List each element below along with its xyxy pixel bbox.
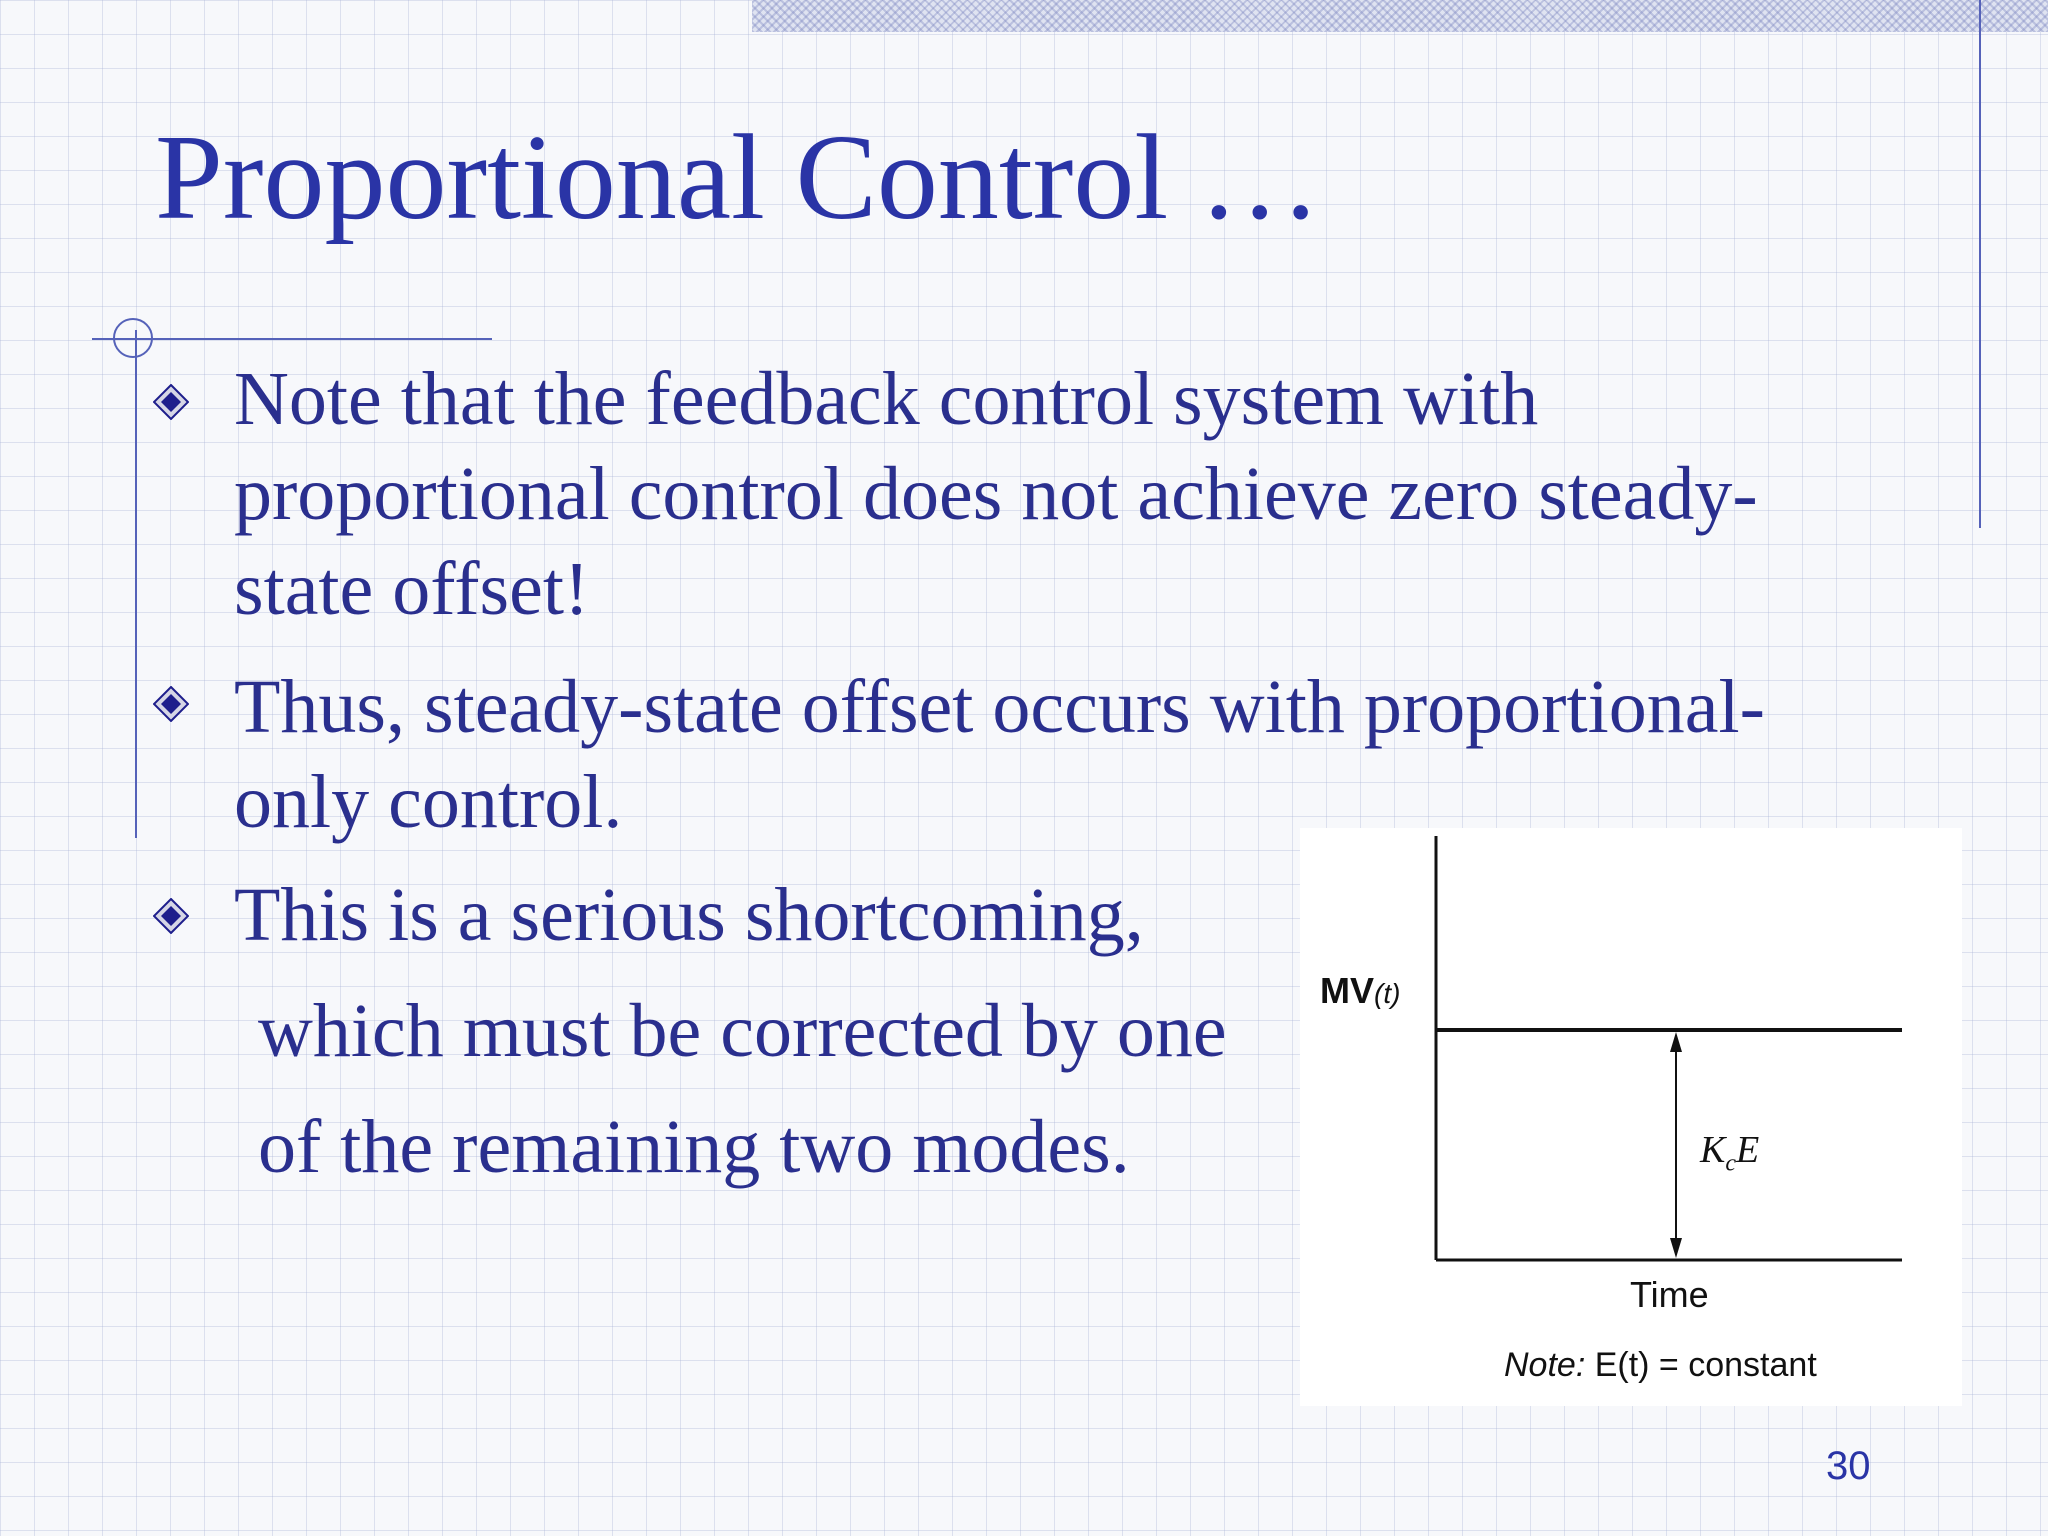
bullet-2-line-2: only control. (234, 760, 623, 844)
left-vertical-rule (135, 330, 137, 838)
bullet-1-line-1: Note that the feedback control system with (234, 357, 1539, 441)
diamond-bullet-icon (153, 384, 189, 420)
y-axis-label: MV(t) (1320, 970, 1401, 1011)
page-number: 30 (1826, 1444, 1871, 1488)
crosshair-ornament-icon (113, 318, 153, 358)
mv-response-plot (1300, 828, 1962, 1406)
bullet-3-line-2: which must be corrected by one (258, 989, 1227, 1073)
diamond-bullet-icon (153, 898, 189, 934)
slide-title: Proportional Control … (155, 110, 1321, 245)
bullet-2-line-1: Thus, steady-state offset occurs with proportional- (234, 665, 1765, 749)
bullet-1-line-2: proportional control does not achieve zero steady- (234, 452, 1758, 536)
diamond-bullet-icon (153, 686, 189, 722)
bullet-3-line-1: This is a serious shortcoming, (234, 873, 1144, 957)
figure-note: Note: E(t) = constant (1504, 1346, 1817, 1384)
bullet-1-line-3: state offset! (234, 547, 590, 631)
arrow-down-icon (1670, 1238, 1682, 1258)
right-decorative-rule (1979, 0, 1981, 528)
kc-e-label: $K_cE$ (1700, 1129, 1760, 1177)
x-axis-label: Time (1630, 1274, 1709, 1315)
top-decorative-band (752, 0, 2048, 32)
arrow-up-icon (1670, 1032, 1682, 1052)
mv-response-figure (1300, 828, 1962, 1406)
bullet-3-line-3: of the remaining two modes. (258, 1105, 1130, 1189)
